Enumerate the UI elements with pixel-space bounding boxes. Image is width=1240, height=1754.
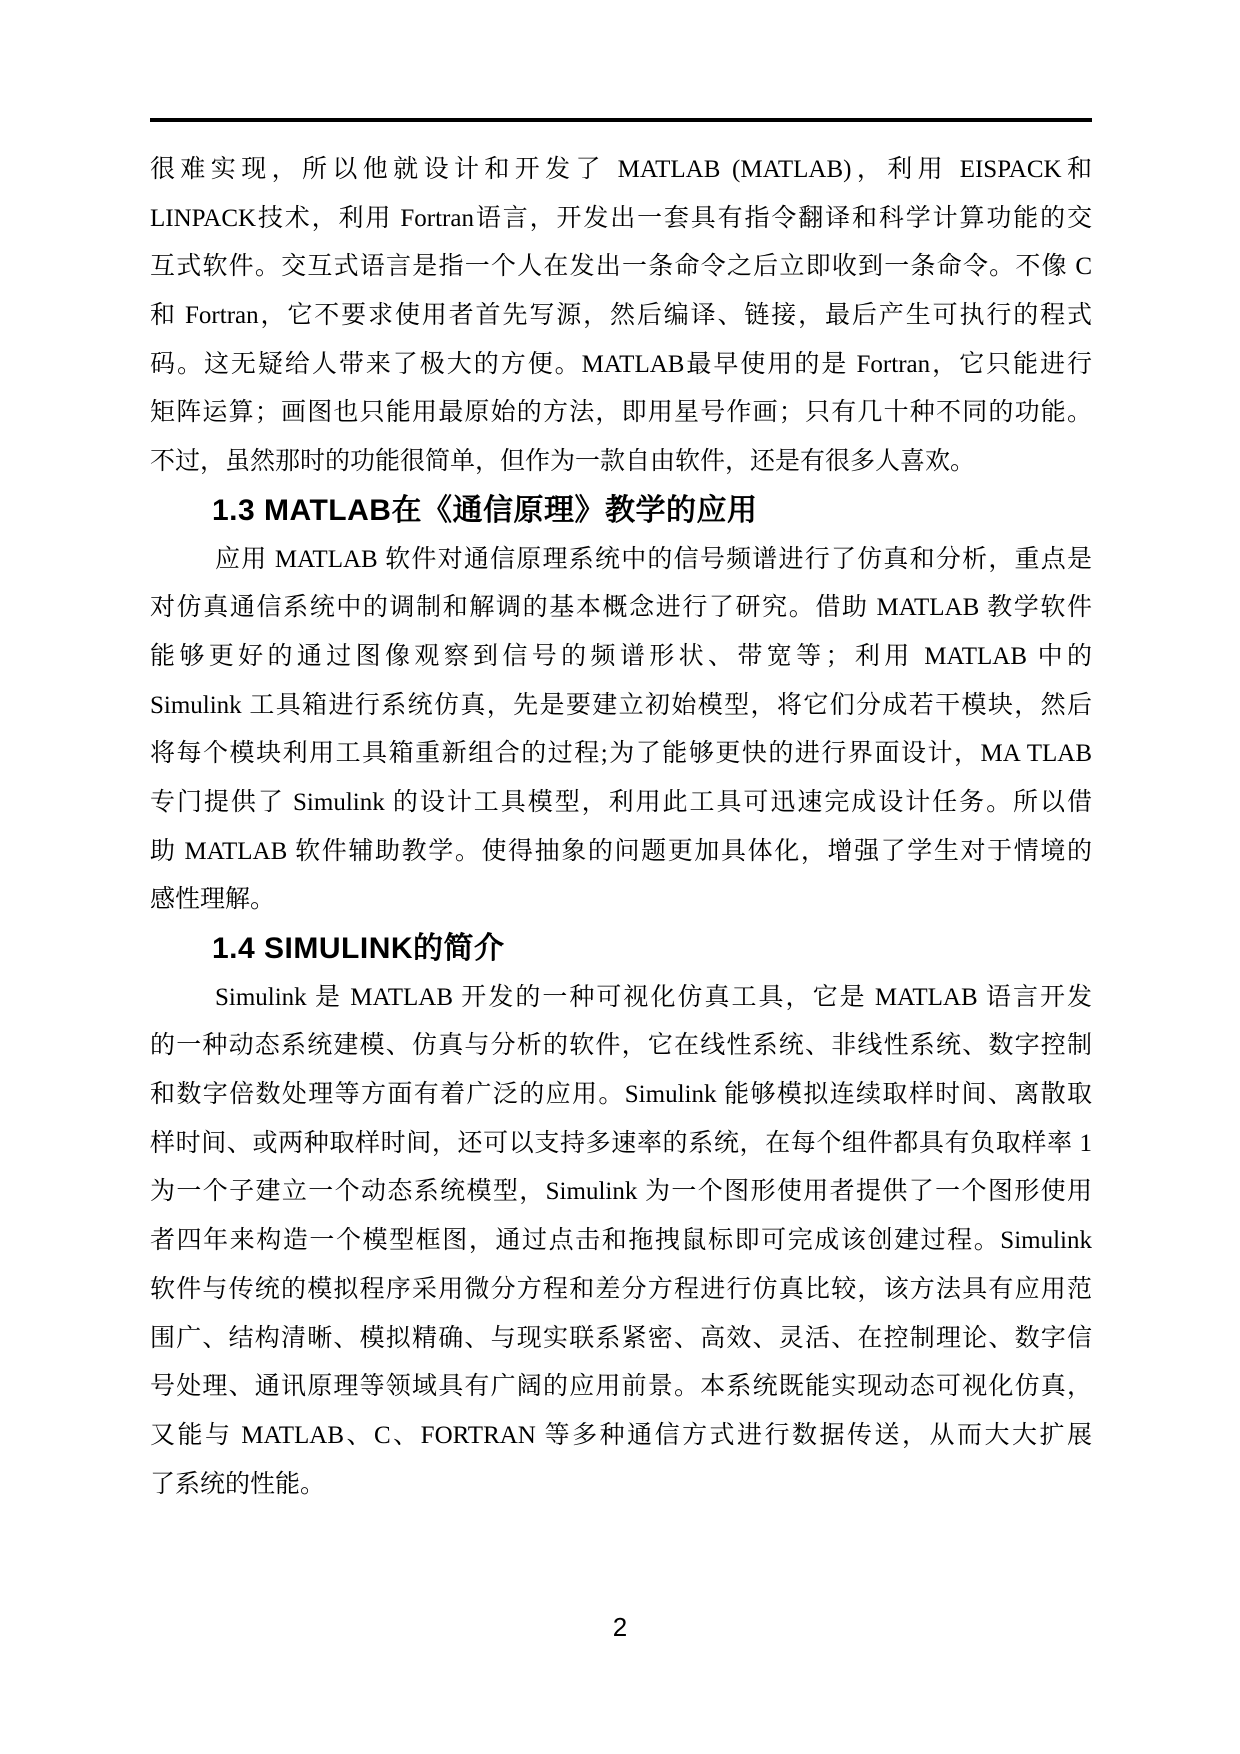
- text-line: 将每个模块利用工具箱重新组合的过程;为了能够更快的进行界面设计，MA TLAB: [150, 740, 1092, 768]
- text-line: 助 MATLAB 软件辅助教学。使得抽象的问题更加具体化，增强了学生对于情境的: [150, 837, 1092, 865]
- text-line: 应用 MATLAB 软件对通信原理系统中的信号频谱进行了仿真和分析，重点是: [215, 545, 1092, 573]
- text-line: 围广、结构清晰、模拟精确、与现实联系紧密、高效、灵活、在控制理论、数字信: [150, 1324, 1092, 1352]
- text-line: 不过，虽然那时的功能很简单，但作为一款自由软件，还是有很多人喜欢。: [150, 448, 976, 476]
- text-line: Simulink 是 MATLAB 开发的一种可视化仿真工具，它是 MATLAB 语言开发: [215, 983, 1092, 1011]
- text-line: 能够更好的通过图像观察到信号的频谱形状、带宽等；利用 MATLAB 中的: [150, 642, 1092, 670]
- text-line: 和 Fortran，它不要求使用者首先写源，然后编译、链接，最后产生可执行的程式: [150, 302, 1092, 330]
- section-heading: 1.3 MATLAB在《通信原理》教学的应用: [212, 493, 758, 527]
- text-line: 矩阵运算；画图也只能用最原始的方法，即用星号作画；只有几十种不同的功能。: [150, 399, 1092, 427]
- page-number: 2: [612, 1612, 628, 1642]
- header-rule: [150, 118, 1092, 122]
- text-line: 很难实现，所以他就设计和开发了 MATLAB (MATLAB)，利用 EISPACK和: [150, 156, 1092, 183]
- text-line: 和数字倍数处理等方面有着广泛的应用。Simulink 能够模拟连续取样时间、离散取: [150, 1081, 1092, 1109]
- text-line: 专门提供了 Simulink 的设计工具模型，利用此工具可迅速完成设计任务。所以借: [150, 788, 1092, 816]
- text-line: 了系统的性能。: [150, 1470, 326, 1498]
- text-line: 又能与 MATLAB、C、FORTRAN 等多种通信方式进行数据传送，从而大大扩展: [150, 1421, 1092, 1449]
- text-line: 对仿真通信系统中的调制和解调的基本概念进行了研究。借助 MATLAB 教学软件: [150, 594, 1092, 622]
- text-line: 感性理解。: [150, 886, 276, 914]
- text-line: 软件与传统的模拟程序采用微分方程和差分方程进行仿真比较，该方法具有应用范: [150, 1275, 1092, 1303]
- text-line: 者四年来构造一个模型框图，通过点击和拖拽鼠标即可完成该创建过程。Simulink: [150, 1227, 1092, 1255]
- text-line: 号处理、通讯原理等领域具有广阔的应用前景。本系统既能实现动态可视化仿真，: [150, 1373, 1092, 1401]
- document-body: [150, 146, 1092, 1509]
- text-line: 样时间、或两种取样时间，还可以支持多速率的系统，在每个组件都具有负取样率 1: [150, 1129, 1092, 1157]
- text-line: 码。这无疑给人带来了极大的方便。MATLAB最早使用的是 Fortran，它只能进行: [150, 350, 1092, 378]
- text-line: Simulink 工具箱进行系统仿真，先是要建立初始模型，将它们分成若干模块，然后: [150, 691, 1092, 719]
- text-line: 的一种动态系统建模、仿真与分析的软件，它在线性系统、非线性系统、数字控制: [150, 1032, 1092, 1060]
- text-line: 互式软件。交互式语言是指一个人在发出一条命令之后立即收到一条命令。不像 C: [150, 253, 1092, 281]
- text-line: 为一个子建立一个动态系统模型，Simulink 为一个图形使用者提供了一个图形使用: [150, 1178, 1092, 1206]
- section-heading: 1.4 SIMULINK的简介: [212, 932, 505, 965]
- text-line: LINPACK技术，利用 Fortran语言，开发出一套具有指令翻译和科学计算功能的交: [150, 204, 1092, 232]
